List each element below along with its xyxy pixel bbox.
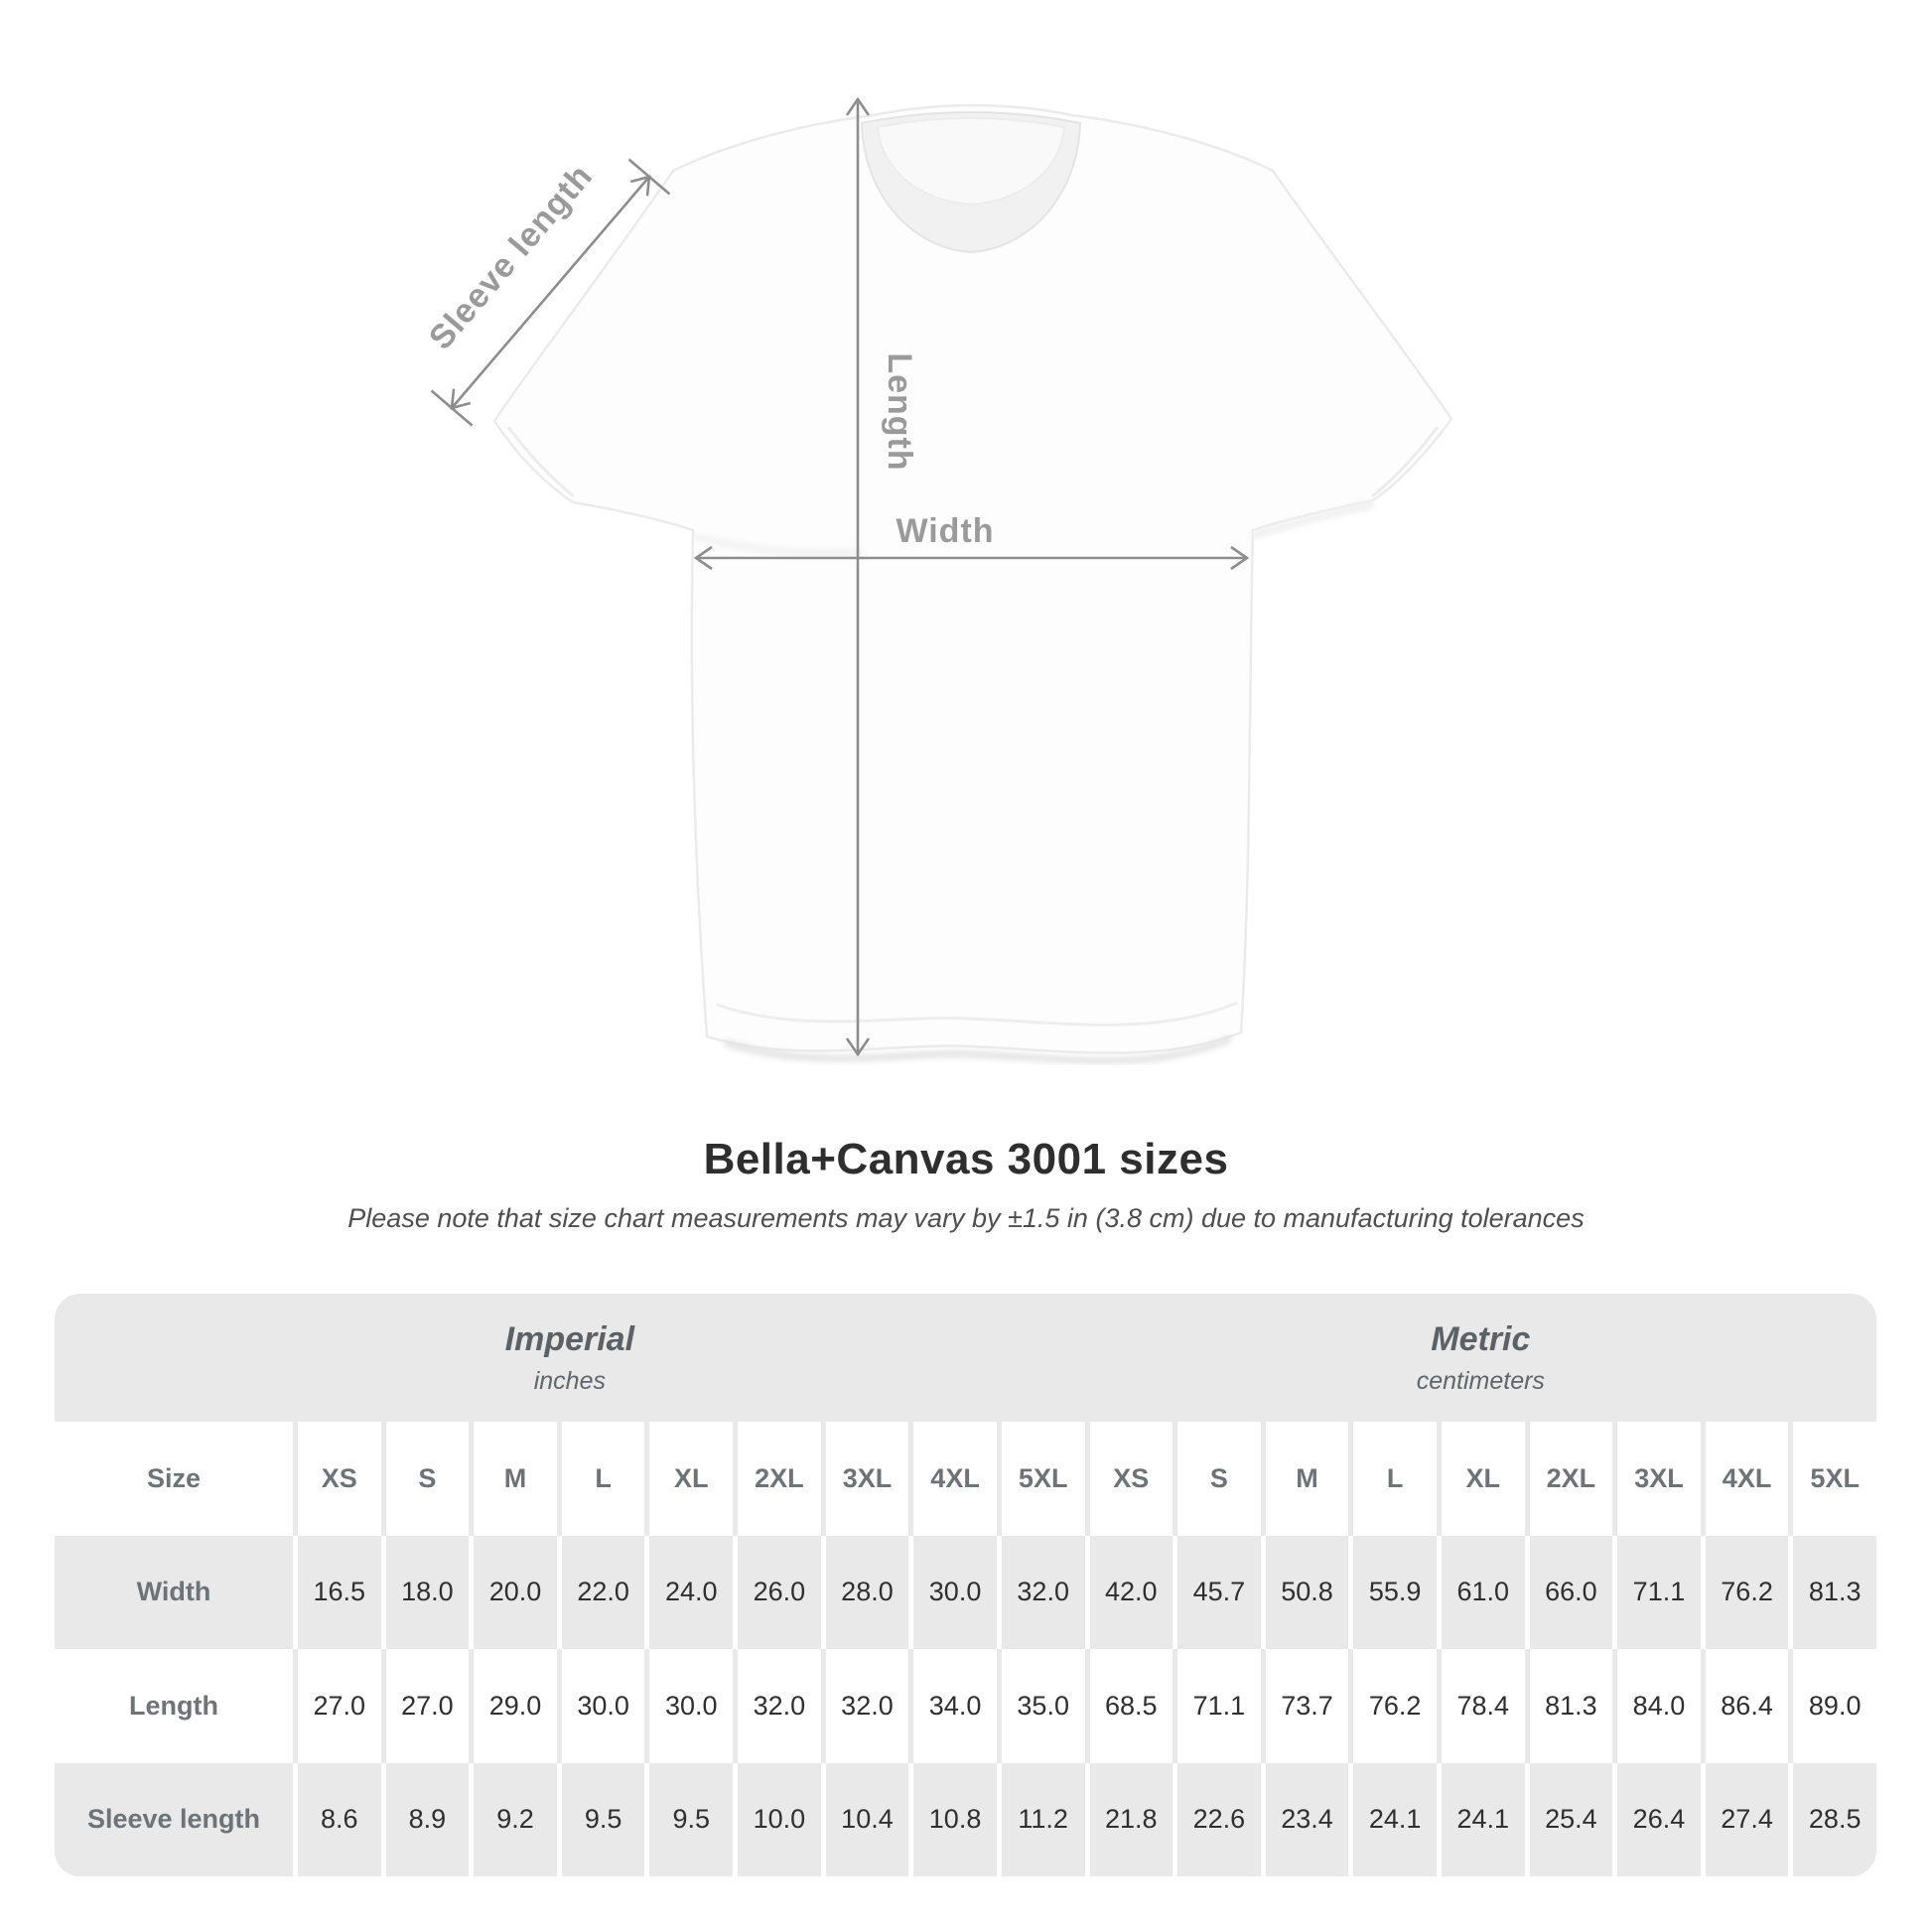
sleeve-length-metric-value: 27.4 — [1701, 1763, 1789, 1877]
length-imperial-value: 35.0 — [997, 1649, 1085, 1763]
size-header-metric-4xl: 4XL — [1701, 1422, 1789, 1536]
sleeve-length-metric-value: 22.6 — [1173, 1763, 1261, 1877]
sleeve-length-metric-value: 26.4 — [1612, 1763, 1701, 1877]
width-metric-value: 50.8 — [1261, 1536, 1349, 1650]
metric-sublabel: centimeters — [1416, 1366, 1545, 1395]
width-imperial-value: 32.0 — [997, 1536, 1085, 1650]
sleeve-length-imperial-value: 11.2 — [997, 1763, 1085, 1877]
length-metric-value: 86.4 — [1701, 1649, 1789, 1763]
size-header-imperial-s: S — [381, 1422, 470, 1536]
sleeve-length-metric-value: 28.5 — [1788, 1763, 1876, 1877]
width-metric-value: 55.9 — [1348, 1536, 1437, 1650]
sleeve-length-imperial-value: 9.5 — [557, 1763, 645, 1877]
length-imperial-value: 32.0 — [733, 1649, 821, 1763]
length-imperial-value: 30.0 — [644, 1649, 733, 1763]
length-imperial-value: 27.0 — [381, 1649, 470, 1763]
size-header-metric-s: S — [1173, 1422, 1261, 1536]
width-metric-value: 81.3 — [1788, 1536, 1876, 1650]
size-header-imperial-5xl: 5XL — [997, 1422, 1085, 1536]
length-imperial-value: 27.0 — [293, 1649, 381, 1763]
length-metric-value: 73.7 — [1261, 1649, 1349, 1763]
length-imperial-value: 29.0 — [469, 1649, 557, 1763]
size-header-imperial-3xl: 3XL — [821, 1422, 909, 1536]
length-metric-value: 68.5 — [1085, 1649, 1173, 1763]
sleeve-measure-endcap — [629, 160, 670, 195]
sleeve-length-metric-value: 23.4 — [1261, 1763, 1349, 1877]
width-imperial-value: 20.0 — [469, 1536, 557, 1650]
tshirt-illustration — [494, 105, 1451, 1060]
imperial-sublabel: inches — [533, 1366, 606, 1395]
width-imperial-value: 18.0 — [381, 1536, 470, 1650]
length-metric-value: 71.1 — [1173, 1649, 1261, 1763]
sleeve-length-label: Sleeve length — [421, 157, 601, 357]
width-metric-value: 61.0 — [1437, 1536, 1525, 1650]
sleeve-length-imperial-value: 10.0 — [733, 1763, 821, 1877]
page-subtitle: Please note that size chart measurements may vary by ±1.5 in (3.8 cm) due to manufacturing tolerances — [347, 1203, 1585, 1233]
width-metric-value: 45.7 — [1173, 1536, 1261, 1650]
sleeve-length-imperial-value: 10.4 — [821, 1763, 909, 1877]
unit-group-imperial — [55, 1294, 1085, 1422]
sleeve-length-imperial-value: 8.6 — [293, 1763, 381, 1877]
size-header-metric-xs: XS — [1085, 1422, 1173, 1536]
length-metric-value: 81.3 — [1525, 1649, 1613, 1763]
width-metric-value: 42.0 — [1085, 1536, 1173, 1650]
page-title: Bella+Canvas 3001 sizes — [703, 1135, 1229, 1183]
size-header-imperial-xs: XS — [293, 1422, 381, 1536]
imperial-label: Imperial — [504, 1319, 635, 1358]
width-imperial-value: 26.0 — [733, 1536, 821, 1650]
length-label: Length — [881, 352, 918, 472]
width-imperial-value: 16.5 — [293, 1536, 381, 1650]
length-imperial-value: 30.0 — [557, 1649, 645, 1763]
sleeve-measure-endcap — [432, 391, 473, 426]
row-label-sleeve-length: Sleeve length — [55, 1763, 293, 1877]
size-header-imperial-xl: XL — [644, 1422, 733, 1536]
size-header-metric-5xl: 5XL — [1788, 1422, 1876, 1536]
row-label-width: Width — [55, 1536, 293, 1650]
size-header-imperial-4xl: 4XL — [908, 1422, 997, 1536]
size-column-header: Size — [55, 1422, 293, 1536]
width-metric-value: 71.1 — [1612, 1536, 1701, 1650]
sleeve-length-imperial-value: 10.8 — [908, 1763, 997, 1877]
width-imperial-value: 24.0 — [644, 1536, 733, 1650]
size-header-imperial-2xl: 2XL — [733, 1422, 821, 1536]
sleeve-length-metric-value: 25.4 — [1525, 1763, 1613, 1877]
sleeve-length-metric-value: 24.1 — [1348, 1763, 1437, 1877]
length-metric-value: 78.4 — [1437, 1649, 1525, 1763]
sleeve-length-metric-value: 21.8 — [1085, 1763, 1173, 1877]
size-header-metric-l: L — [1348, 1422, 1437, 1536]
length-metric-value: 76.2 — [1348, 1649, 1437, 1763]
size-table — [55, 1294, 1876, 1876]
sleeve-length-metric-value: 24.1 — [1437, 1763, 1525, 1877]
size-header-metric-xl: XL — [1437, 1422, 1525, 1536]
unit-header-band — [55, 1294, 1876, 1422]
unit-group-metric — [1085, 1294, 1876, 1422]
sleeve-length-imperial-value: 9.5 — [644, 1763, 733, 1877]
sleeve-length-imperial-value: 9.2 — [469, 1763, 557, 1877]
metric-label: Metric — [1431, 1319, 1531, 1358]
length-imperial-value: 32.0 — [821, 1649, 909, 1763]
length-metric-value: 84.0 — [1612, 1649, 1701, 1763]
width-metric-value: 76.2 — [1701, 1536, 1789, 1650]
sleeve-length-imperial-value: 8.9 — [381, 1763, 470, 1877]
size-header-metric-3xl: 3XL — [1612, 1422, 1701, 1536]
length-metric-value: 89.0 — [1788, 1649, 1876, 1763]
size-header-metric-2xl: 2XL — [1525, 1422, 1613, 1536]
row-label-length: Length — [55, 1649, 293, 1763]
size-header-imperial-m: M — [469, 1422, 557, 1536]
size-header-metric-m: M — [1261, 1422, 1349, 1536]
width-imperial-value: 30.0 — [908, 1536, 997, 1650]
width-imperial-value: 28.0 — [821, 1536, 909, 1650]
width-imperial-value: 22.0 — [557, 1536, 645, 1650]
length-imperial-value: 34.0 — [908, 1649, 997, 1763]
width-label: Width — [896, 512, 995, 550]
size-header-imperial-l: L — [557, 1422, 645, 1536]
size-grid — [55, 1422, 1876, 1876]
width-metric-value: 66.0 — [1525, 1536, 1613, 1650]
